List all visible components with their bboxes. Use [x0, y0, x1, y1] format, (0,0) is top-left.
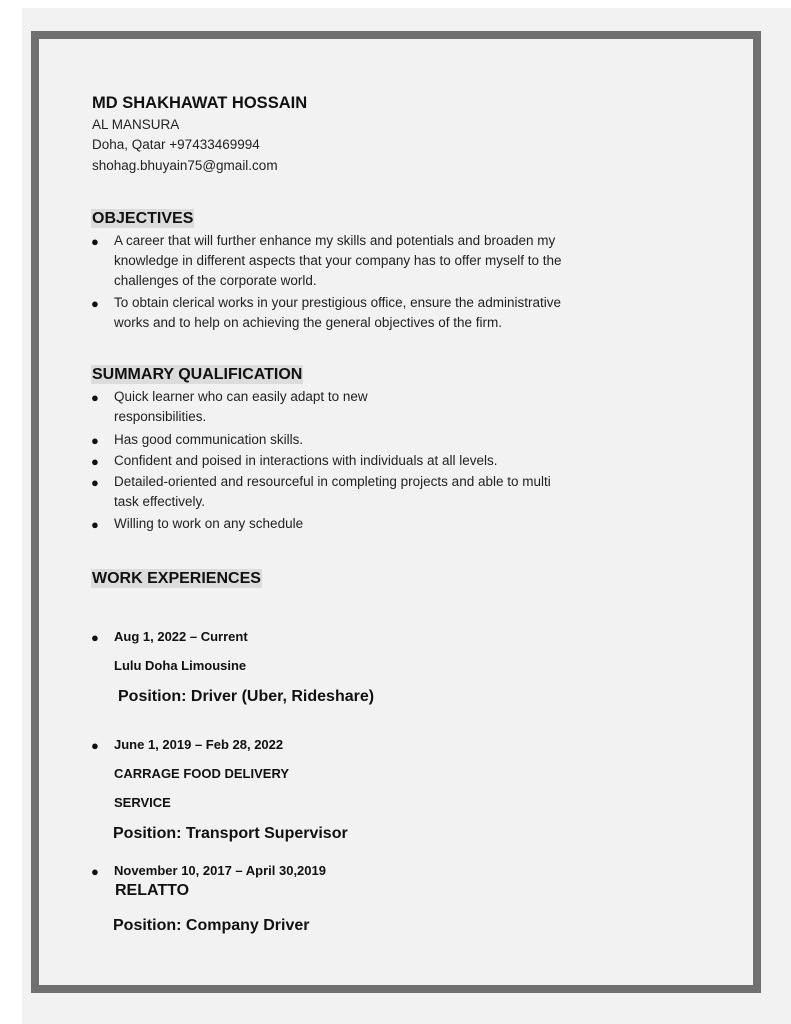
- address-line-1: AL MANSURA: [92, 117, 180, 132]
- bullet-icon: ●: [91, 234, 99, 249]
- summary-heading: SUMMARY QUALIFICATION: [92, 366, 303, 383]
- bullet-icon: ●: [91, 864, 99, 879]
- email: shohag.bhuyain75@gmail.com: [92, 158, 278, 173]
- objective-item-1-line-3: challenges of the corporate world.: [114, 273, 317, 288]
- job-1-company: Lulu Doha Limousine: [114, 658, 247, 673]
- bullet-icon: ●: [91, 630, 99, 645]
- job-1-dates: Aug 1, 2022 – Current: [114, 629, 248, 644]
- summary-item-1-line-2: responsibilities.: [114, 409, 207, 424]
- bullet-icon: ●: [91, 475, 99, 490]
- page-border-frame: [31, 31, 761, 993]
- job-3-company: RELATTO: [115, 882, 190, 899]
- summary-item-2: Has good communication skills.: [114, 432, 304, 447]
- objectives-heading: OBJECTIVES: [92, 210, 194, 227]
- job-2-company-line-1: CARRAGE FOOD DELIVERY: [114, 766, 290, 781]
- bullet-icon: ●: [91, 454, 99, 469]
- job-2-company-line-2: SERVICE: [114, 795, 171, 810]
- summary-item-4-line-2: task effectively.: [114, 494, 206, 509]
- summary-item-5: Willing to work on any schedule: [114, 516, 304, 531]
- job-2-dates: June 1, 2019 – Feb 28, 2022: [114, 737, 284, 752]
- job-3-position: Position: Company Driver: [113, 917, 310, 934]
- candidate-name: MD SHAKHAWAT HOSSAIN: [92, 94, 308, 112]
- objective-item-2-line-2: works and to help on achieving the general objectives of the firm.: [114, 315, 502, 330]
- bullet-icon: ●: [91, 517, 99, 532]
- address-line-2: Doha, Qatar +97433469994: [92, 137, 260, 152]
- bullet-icon: ●: [91, 738, 99, 753]
- bullet-icon: ●: [91, 433, 99, 448]
- job-2-position: Position: Transport Supervisor: [113, 825, 348, 842]
- summary-item-4-line-1: Detailed-oriented and resourceful in completing projects and able to multi: [114, 474, 551, 489]
- objective-item-1-line-1: A career that will further enhance my skills and potentials and broaden my: [114, 233, 556, 248]
- job-3-dates: November 10, 2017 – April 30,2019: [114, 863, 326, 878]
- bullet-icon: ●: [91, 390, 99, 405]
- work-heading: WORK EXPERIENCES: [92, 570, 261, 587]
- summary-item-1-line-1: Quick learner who can easily adapt to new: [114, 389, 368, 404]
- objective-item-2-line-1: To obtain clerical works in your prestigious office, ensure the administrative: [114, 295, 561, 310]
- bullet-icon: ●: [91, 296, 99, 311]
- job-1-position: Position: Driver (Uber, Rideshare): [118, 688, 375, 705]
- objective-item-1-line-2: knowledge in different aspects that your company has to offer myself to the: [114, 253, 562, 268]
- summary-item-3: Confident and poised in interactions with individuals at all levels.: [114, 453, 498, 468]
